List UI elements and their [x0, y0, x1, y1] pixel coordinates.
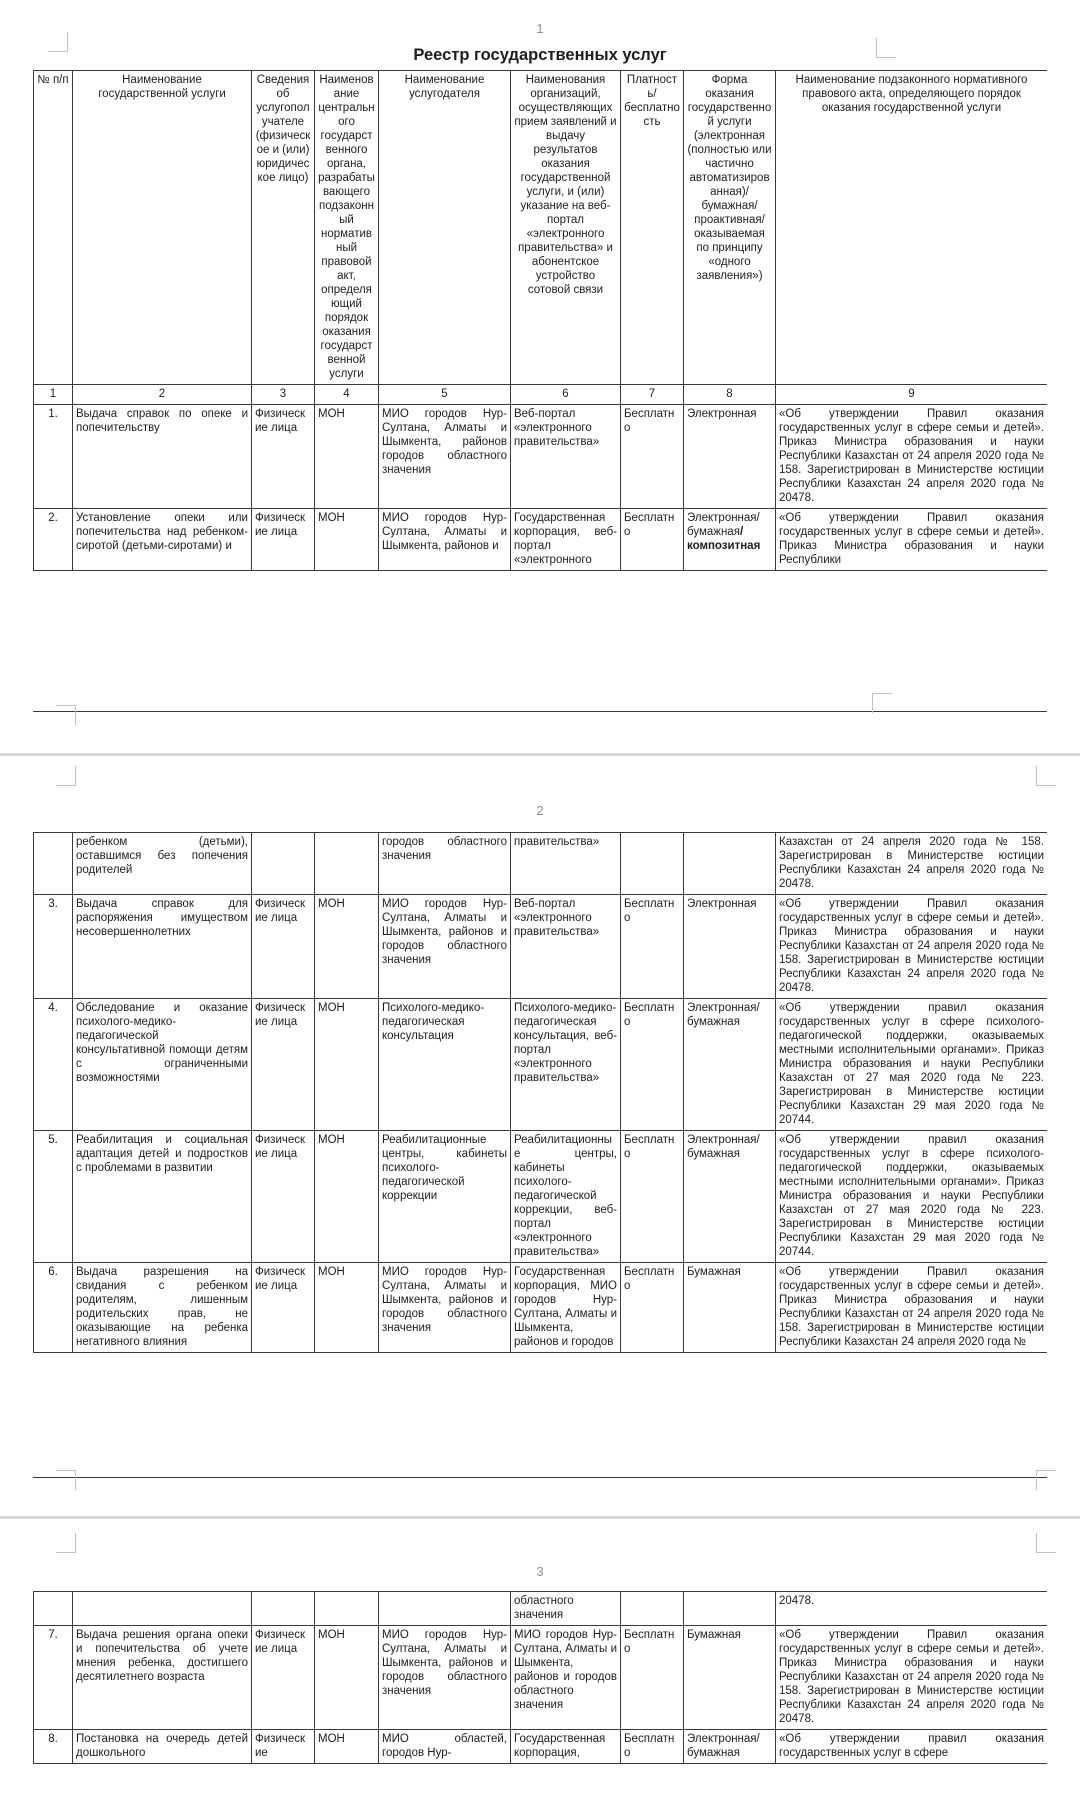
table-row	[34, 833, 1048, 895]
table-cell: Бумажная	[684, 1263, 776, 1353]
table-cell: Электронная	[684, 405, 776, 509]
services-table	[33, 1591, 1047, 1764]
table-cell: «Об утверждении правил оказания государственных услуг в сфере	[776, 1730, 1048, 1764]
table-cell: ребенком (детьми), оставшимся без попечения родителей	[73, 833, 252, 895]
header-cell: Наименования организаций, осуществляющих прием заявлений и выдачу результатов оказания государственной услуги, и (или) указание на веб-портал «электронного правительства» и абонентское устройство сотовой связи	[511, 71, 621, 385]
page-number: 3	[536, 1564, 544, 1579]
table-cell: 3.	[34, 895, 73, 999]
table-cell: областного значения	[511, 1592, 621, 1626]
table-cell: Выдача разрешения на свидания с ребенком родителям, лишенным родительских прав, не оказывающие на ребенка негативного влияния	[73, 1263, 252, 1353]
table-cell: МОН	[315, 895, 379, 999]
table-cell: Бесплатно	[621, 999, 684, 1131]
table-cell: Веб-портал «электронного правительства»	[511, 405, 621, 509]
numbering-row	[34, 385, 1048, 405]
page-2	[0, 756, 1080, 1516]
table-cell: МОН	[315, 405, 379, 509]
table-cell: МИО городов Нур-Султана, Алматы и Шымкента, районов и городов областного значения	[511, 1626, 621, 1730]
page-3	[0, 1519, 1080, 1793]
table-cell: Электронная/бумажная	[684, 1131, 776, 1263]
services-table	[33, 70, 1047, 571]
header-cell: Наименование подзаконного нормативного правового акта, определяющего порядок оказания государственной услуги	[776, 71, 1048, 385]
table-row	[34, 509, 1048, 571]
table-cell	[34, 833, 73, 895]
table-cell: 8.	[34, 1730, 73, 1764]
table-cell: МОН	[315, 1131, 379, 1263]
table-cell: «Об утверждении Правил оказания государственных услуг в сфере семьи и детей». Приказ Министра образования и науки Республики Казахстан от 24 апреля 2020 года № 158. Зарегистрирован в Министерстве юстиции Республики Казахстан 24 апреля 2020 года №	[776, 1263, 1048, 1353]
table-cell: Электронная/бумажная	[684, 1730, 776, 1764]
table-cell: Бесплатно	[621, 405, 684, 509]
table-cell: 20478.	[776, 1592, 1048, 1626]
table-cell	[621, 1592, 684, 1626]
table-cell: Бесплатно	[621, 1263, 684, 1353]
table-cell: Государственная корпорация,	[511, 1730, 621, 1764]
table-cell	[34, 1592, 73, 1626]
table-cell: Физические лица	[252, 405, 315, 509]
table-row	[34, 1730, 1048, 1764]
numbering-cell: 1	[34, 385, 73, 405]
table-cell: МОН	[315, 999, 379, 1131]
table-cell	[379, 1592, 511, 1626]
table-cell: 4.	[34, 999, 73, 1131]
numbering-cell: 7	[621, 385, 684, 405]
table-cell: Выдача решения органа опеки и попечительства об учете мнения ребенка, достигшего десятилетнего возраста	[73, 1626, 252, 1730]
header-cell: Наименование центрального государственного органа, разрабатывающего подзаконный нормативный правовой акт, определяющий порядок оказания государственной услуги	[315, 71, 379, 385]
table-cell: МИО областей, городов Нур-	[379, 1730, 511, 1764]
table-cell: Физические	[252, 1730, 315, 1764]
table-cell: Физические лица	[252, 1263, 315, 1353]
table-cell: «Об утверждении Правил оказания государственных услуг в сфере семьи и детей». Приказ Министра образования и науки Республики Казахстан от 24 апреля 2020 года № 158. Зарегистрирован в Министерстве юстиции Республики Казахстан 24 апреля 2020 года № 20478.	[776, 895, 1048, 999]
table-cell: Казахстан от 24 апреля 2020 года № 158. Зарегистрирован в Министерстве юстиции Республики Казахстан 24 апреля 2020 года № 20478.	[776, 833, 1048, 895]
header-cell: Наименование услугодателя	[379, 71, 511, 385]
numbering-cell: 4	[315, 385, 379, 405]
table-cell: «Об утверждении Правил оказания государственных услуг в сфере семьи и детей». Приказ Министра образования и науки Республики Казахстан от 24 апреля 2020 года № 158. Зарегистрирован в Министерстве юстиции Республики Казахстан 24 апреля 2020 года № 20478.	[776, 405, 1048, 509]
table-cell: Государственная корпорация, веб-портал «электронного	[511, 509, 621, 571]
table-row	[34, 1626, 1048, 1730]
table-container	[33, 70, 1047, 712]
table-cell: МОН	[315, 1263, 379, 1353]
table-row	[34, 1592, 1048, 1626]
table-row	[34, 1263, 1048, 1353]
page-number: 2	[536, 803, 544, 818]
table-cell	[315, 833, 379, 895]
table-cell: Установление опеки или попечительства над ребенком- сиротой (детьми-сиротами) и	[73, 509, 252, 571]
services-table	[33, 832, 1047, 1353]
table-cell: Реабилитация и социальная адаптация детей и подростков с проблемами в развитии	[73, 1131, 252, 1263]
table-cell: Электронная/бумажная	[684, 999, 776, 1131]
table-cell: Бесплатно	[621, 895, 684, 999]
header-row	[34, 71, 1048, 385]
document-title: Реестр государственных услуг	[413, 46, 667, 64]
table-cell: Электронная/бумажная/композитная	[684, 509, 776, 571]
table-cell: МИО городов Нур-Султана, Алматы и Шымкента, районов и городов областного значения	[379, 1626, 511, 1730]
numbering-cell: 5	[379, 385, 511, 405]
table-cell: Физические лица	[252, 895, 315, 999]
table-cell	[252, 833, 315, 895]
table-cell: Физические лица	[252, 509, 315, 571]
table-cell: Реабилитационные центры, кабинеты психолого-педагогической коррекции	[379, 1131, 511, 1263]
table-row	[34, 405, 1048, 509]
table-cell: Постановка на очередь детей дошкольного	[73, 1730, 252, 1764]
table-cell: МИО городов Нур-Султана, Алматы и Шымкента, районов городов областного значения	[379, 405, 511, 509]
table-cell	[621, 833, 684, 895]
page-number: 1	[536, 21, 544, 36]
table-cell: 6.	[34, 1263, 73, 1353]
table-cell: Психолого-медико-педагогическая консультация	[379, 999, 511, 1131]
header-cell: № п/п	[34, 71, 73, 385]
table-cell: «Об утверждении правил оказания государственных услуг в сфере психолого-педагогической поддержки, оказываемых местными исполнительными органами». Приказ Министра образования и науки Республики Казахстан от 27 мая 2020 года № 223. Зарегистрирован в Министерстве юстиции Республики Казахстан 29 мая 2020 года № 20744.	[776, 999, 1048, 1131]
table-cell: МИО городов Нур-Султана, Алматы и Шымкента, районов и городов областного значения	[379, 1263, 511, 1353]
table-cell: Государственная корпорация, МИО городов Нур-Султана, Алматы и Шымкента, районов и городов	[511, 1263, 621, 1353]
numbering-cell: 3	[252, 385, 315, 405]
table-row	[34, 895, 1048, 999]
table-cell	[315, 1592, 379, 1626]
header-cell: Платность/бесплатность	[621, 71, 684, 385]
table-cell: Выдача справок по опеке и попечительству	[73, 405, 252, 509]
header-cell: Форма оказания государственной услуги (электронная (полностью или частично автоматизированная)/бумажная/проактивная/оказываемая по принципу «одного заявления»)	[684, 71, 776, 385]
table-cell: МИО городов Нур-Султана, Алматы и Шымкента, районов и	[379, 509, 511, 571]
table-row	[34, 1131, 1048, 1263]
numbering-cell: 9	[776, 385, 1048, 405]
table-cell: МОН	[315, 1626, 379, 1730]
table-cell: Бесплатно	[621, 1730, 684, 1764]
table-cell: Физические лица	[252, 1626, 315, 1730]
table-cell: Бумажная	[684, 1626, 776, 1730]
table-cell: правительства»	[511, 833, 621, 895]
table-cell: городов областного значения	[379, 833, 511, 895]
table-cell: Бесплатно	[621, 1626, 684, 1730]
table-cell: МОН	[315, 1730, 379, 1764]
table-cell	[252, 1592, 315, 1626]
table-cell: МИО городов Нур-Султана, Алматы и Шымкента, районов и городов областного значения	[379, 895, 511, 999]
table-cell: Веб-портал «электронного правительства»	[511, 895, 621, 999]
table-container	[33, 1591, 1047, 1769]
table-cell: Выдача справок для распоряжения имуществом несовершеннолетних	[73, 895, 252, 999]
table-cell: Психолого-медико-педагогическая консультация, веб-портал «электронного правительства»	[511, 999, 621, 1131]
table-cell: Физические лица	[252, 1131, 315, 1263]
table-cell: 5.	[34, 1131, 73, 1263]
numbering-cell: 6	[511, 385, 621, 405]
table-cell: 7.	[34, 1626, 73, 1730]
header-cell: Наименование государственной услуги	[73, 71, 252, 385]
table-cell: «Об утверждении Правил оказания государственных услуг в сфере семьи и детей». Приказ Министра образования и науки Республики Казахстан от 24 апреля 2020 года № 158. Зарегистрирован в Министерстве юстиции Республики Казахстан 24 апреля 2020 года № 20478.	[776, 1626, 1048, 1730]
table-cell: Бесплатно	[621, 509, 684, 571]
page-1	[0, 0, 1080, 753]
table-cell: «Об утверждении Правил оказания государственных услуг в сфере семьи и детей». Приказ Министра образования и науки Республики	[776, 509, 1048, 571]
numbering-cell: 2	[73, 385, 252, 405]
table-cell	[684, 1592, 776, 1626]
header-cell: Сведения об услугополучателе (физическое и (или) юридическое лицо)	[252, 71, 315, 385]
table-container	[33, 832, 1047, 1478]
table-cell: 1.	[34, 405, 73, 509]
table-cell: Обследование и оказание психолого-медико-педагогической консультативной помощи детям с ограниченными возможностями	[73, 999, 252, 1131]
table-cell: «Об утверждении правил оказания государственных услуг в сфере психолого-педагогической поддержки, оказываемых местными исполнительными органами». Приказ Министра образования и науки Республики Казахстан от 27 мая 2020 года № 223. Зарегистрирован в Министерстве юстиции Республики Казахстан 29 мая 2020 года № 20744.	[776, 1131, 1048, 1263]
table-cell: Реабилитационные центры, кабинеты психолого-педагогической коррекции, веб-портал «электронного правительства»	[511, 1131, 621, 1263]
numbering-cell: 8	[684, 385, 776, 405]
table-cell: Электронная	[684, 895, 776, 999]
table-cell: МОН	[315, 509, 379, 571]
table-cell: Физические лица	[252, 999, 315, 1131]
table-cell: Бесплатно	[621, 1131, 684, 1263]
table-cell	[684, 833, 776, 895]
table-row	[34, 999, 1048, 1131]
table-cell: 2.	[34, 509, 73, 571]
table-cell	[73, 1592, 252, 1626]
